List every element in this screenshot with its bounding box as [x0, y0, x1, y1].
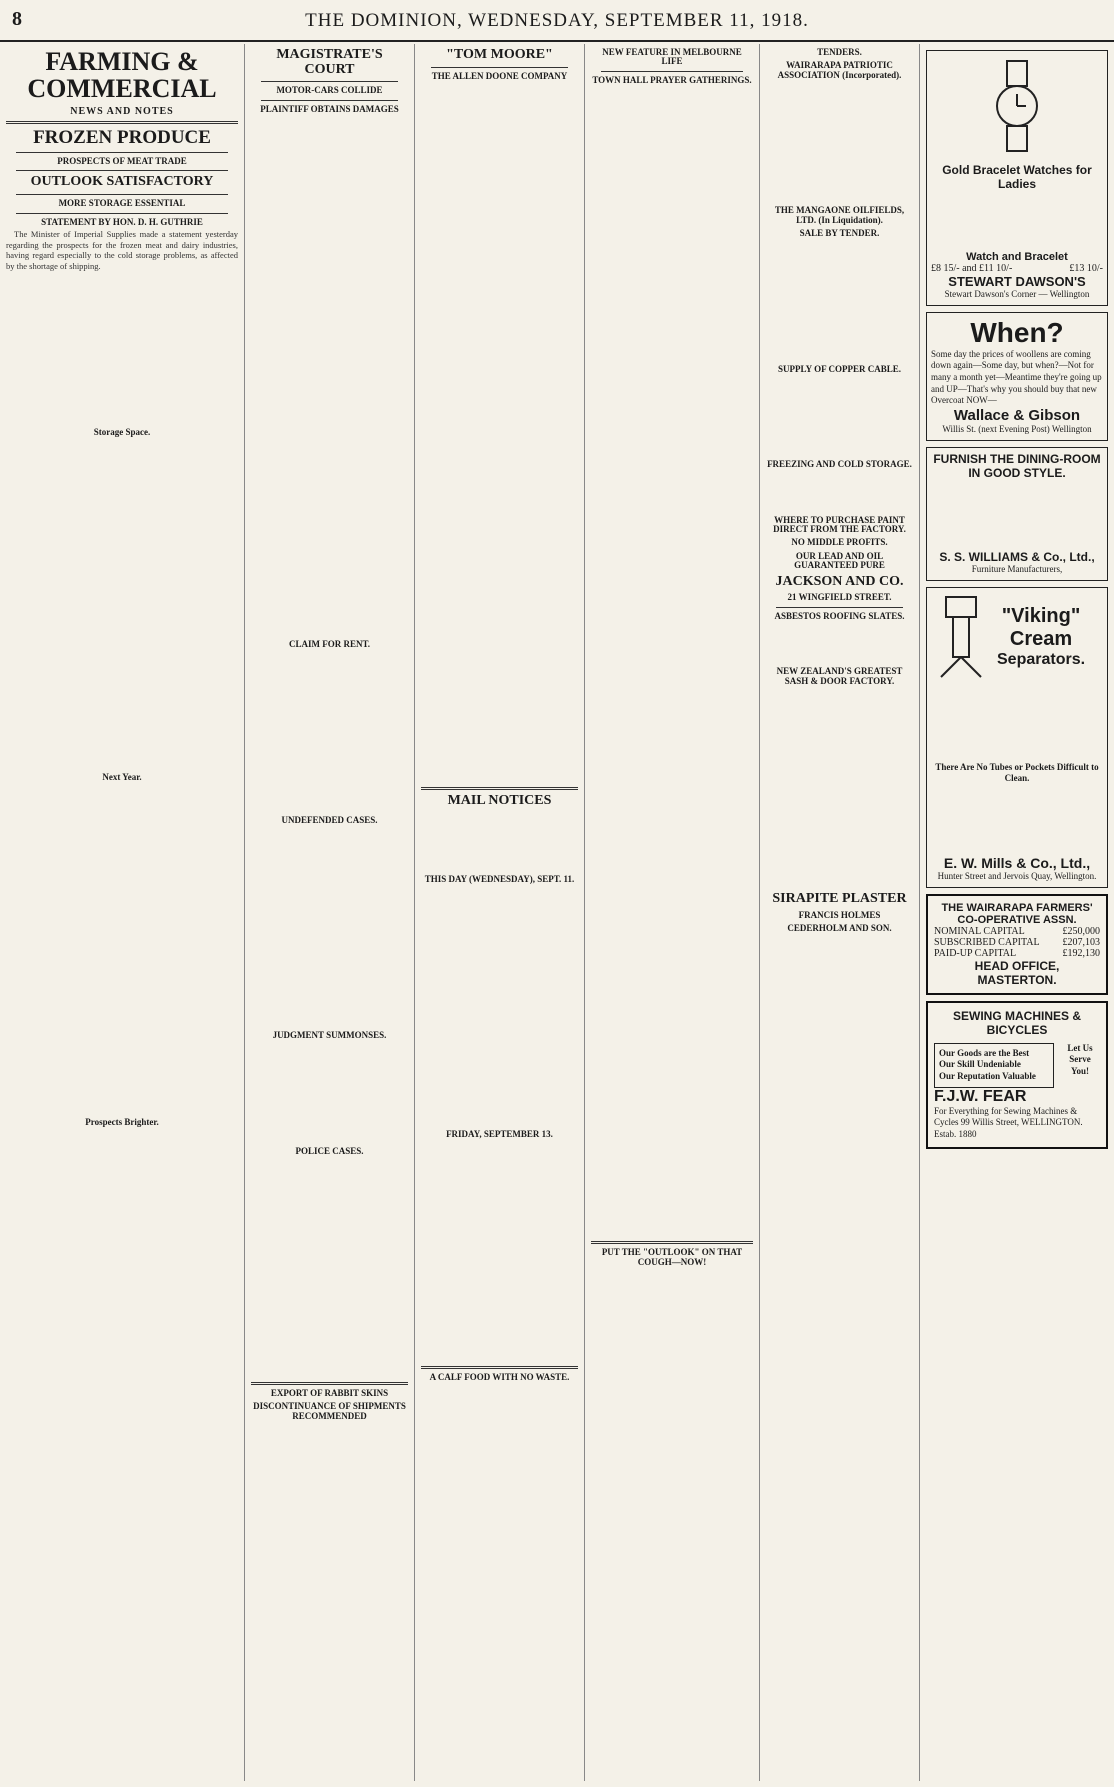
headline: MAIL NOTICES — [447, 793, 552, 809]
article-body — [251, 116, 408, 636]
ad-title: Gold Bracelet Watches for Ladies — [942, 163, 1092, 191]
article-body — [591, 87, 753, 1237]
article-body — [251, 1158, 408, 1378]
ad-title: THE WAIRARAPA FARMERS' CO-OPERATIVE ASSN. — [941, 901, 1093, 926]
subhead: THE MANGAONE OILFIELDS, LTD. (In Liquidation). — [774, 205, 905, 225]
subhead: 21 WINGFIELD STREET. — [787, 592, 892, 603]
subhead: OUR LEAD AND OIL GUARANTEED PURE — [794, 550, 885, 571]
label: SUBSCRIBED CAPITAL — [934, 936, 1040, 948]
subhead: POLICE CASES. — [295, 1145, 364, 1156]
ad-subtitle: HEAD OFFICE, MASTERTON. — [974, 958, 1060, 987]
ad-address: Willis St. (next Evening Post) Wellington — [942, 424, 1092, 435]
subhead: OUTLOOK SATISFACTORY — [30, 174, 214, 190]
column-theatre — [415, 44, 585, 1781]
article-body — [766, 241, 913, 361]
subhead: FRANCIS HOLMES — [798, 909, 881, 920]
section-subtitle: NEWS AND NOTES — [70, 105, 174, 117]
ad-body — [931, 682, 1103, 762]
ad-address: For Everything for Sewing Machines & Cycles 99 Willis Street, WELLINGTON. Estab. 1880 — [934, 1105, 1083, 1139]
article-body — [6, 439, 238, 769]
subhead: CLAIM FOR RENT. — [288, 639, 371, 650]
subhead: JACKSON AND CO. — [775, 573, 904, 589]
article-body — [766, 936, 913, 1116]
page-number: 8 — [12, 8, 22, 30]
ad-viking — [926, 587, 1108, 888]
subhead: STATEMENT BY HON. D. H. GUTHRIE — [41, 216, 203, 227]
subhead: MORE STORAGE ESSENTIAL — [58, 198, 186, 209]
section-title: TENDERS. — [817, 47, 862, 57]
subhead: THE ALLEN DOONE COMPANY — [431, 70, 568, 81]
ad-body — [931, 191, 1103, 251]
article-body — [766, 82, 913, 202]
subhead: DISCONTINUANCE OF SHIPMENTS RECOMMENDED — [253, 1401, 406, 1421]
subhead: PUT THE "OUTLOOK" ON THAT COUGH—NOW! — [601, 1247, 743, 1267]
newspaper-title: THE DOMINION, WEDNESDAY, SEPTEMBER 11, 1918. — [305, 10, 809, 31]
column-melbourne — [585, 44, 760, 1781]
subhead: EXPORT OF RABBIT SKINS — [270, 1388, 389, 1398]
ad-title: "Viking" — [1001, 604, 1081, 627]
article-body — [251, 1423, 408, 1623]
article-body — [251, 1043, 408, 1143]
masthead — [0, 0, 1114, 42]
article-body — [251, 652, 408, 812]
label: NOMINAL CAPITAL — [934, 925, 1025, 937]
ad-wallace-gibson — [926, 312, 1108, 441]
ad-brand: F.J.W. FEAR — [934, 1087, 1027, 1105]
subhead: Storage Space. — [93, 426, 151, 437]
subhead: SIRAPITE PLASTER — [772, 891, 907, 907]
headline: "TOM MOORE" — [446, 47, 553, 62]
headline: NEW FEATURE IN MELBOURNE LIFE — [602, 47, 742, 67]
subhead: UNDEFENDED CASES. — [281, 814, 378, 825]
ad-title: FURNISH THE DINING-ROOM IN GOOD STYLE. — [933, 451, 1101, 480]
section-title: FARMING & COMMERCIAL — [27, 47, 217, 104]
separator-icon — [931, 592, 991, 682]
ad-stewart-dawson — [926, 50, 1108, 306]
subhead: SALE BY TENDER. — [799, 228, 880, 239]
ad-title-3: Separators. — [997, 650, 1086, 668]
subhead: NEW ZEALAND'S GREATEST SASH & DOOR FACTORY. — [776, 666, 903, 686]
article-body — [766, 376, 913, 456]
column-tenders — [760, 44, 920, 1781]
subhead: FRIDAY, SEPTEMBER 13. — [446, 1129, 553, 1140]
ad-title-2: Cream — [1009, 627, 1073, 650]
subhead: NO MIDDLE PROFITS. — [791, 537, 888, 548]
ad-body — [931, 785, 1103, 855]
subhead: FREEZING AND COLD STORAGE. — [767, 459, 912, 470]
subhead: A CALF FOOD WITH NO WASTE. — [429, 1371, 570, 1382]
label: PAID-UP CAPITAL — [934, 947, 1017, 959]
article-intro: The Minister of Imperial Supplies made a statement yesterday regarding the prospects for the frozen meat and dairy industries, having regard especially to the cold storage problems, as affected by the shortage of shipping. — [6, 229, 238, 271]
article-body — [766, 623, 913, 663]
subhead: MOTOR-CARS COLLIDE — [276, 85, 383, 96]
article-body — [421, 83, 578, 783]
ad-line: Our Goods are the Best — [939, 1047, 1030, 1058]
article-body — [766, 472, 913, 512]
ad-title: When? — [970, 316, 1064, 348]
ad-address: Hunter Street and Jervois Quay, Wellington. — [937, 870, 1097, 881]
article-body — [6, 274, 238, 424]
price-left: £8 15/- and £11 10/- — [931, 263, 1013, 274]
ad-brand: STEWART DAWSON'S — [948, 274, 1086, 289]
column-ads — [920, 44, 1114, 1781]
headline: MAGISTRATE'S COURT — [276, 47, 383, 77]
article-body — [591, 1269, 753, 1599]
watch-icon — [982, 59, 1052, 154]
ad-side: Let Us Serve You! — [1067, 1042, 1093, 1076]
value: £207,103 — [1062, 936, 1100, 948]
ad-body — [931, 480, 1103, 550]
ad-williams — [926, 447, 1108, 581]
subhead: Prospects Brighter. — [85, 1117, 159, 1128]
article-body — [6, 1130, 238, 1390]
subhead: PROSPECTS OF MEAT TRADE — [57, 156, 187, 167]
subhead: ASBESTOS ROOFING SLATES. — [774, 610, 905, 621]
column-farming — [0, 44, 245, 1781]
ad-farmers — [926, 894, 1108, 995]
ad-brand: E. W. Mills & Co., Ltd., — [943, 854, 1091, 871]
ad-subtitle: Furniture Manufacturers, — [971, 563, 1063, 574]
article-body — [766, 688, 913, 888]
price-right: £13 10/- — [1069, 263, 1103, 274]
ad-address: Stewart Dawson's Corner — Wellington — [944, 289, 1090, 299]
column-magistrate — [245, 44, 415, 1781]
article-body — [421, 811, 578, 871]
ad-line: Our Skill Undeniable — [939, 1059, 1021, 1070]
subhead: Next Year. — [102, 771, 142, 782]
subhead: WAIRARAPA PATRIOTIC ASSOCIATION (Incorporated). — [777, 60, 902, 80]
subhead: JUDGMENT SUMMONSES. — [272, 1030, 387, 1041]
subhead: PLAINTIFF OBTAINS DAMAGES — [260, 103, 399, 114]
ad-brand: S. S. WILLIAMS & Co., Ltd., — [939, 549, 1095, 564]
ad-body: Some day the prices of woollens are coming down again—Some day, but when?—Not for many a month yet—Meantime they're going up and UP—That's why you should buy that new Overcoat NOW— — [931, 348, 1102, 406]
ad-brand: Wallace & Gibson — [953, 407, 1081, 425]
ad-title: SEWING MACHINES & BICYCLES — [952, 1008, 1081, 1037]
subhead: TOWN HALL PRAYER GATHERINGS. — [592, 74, 752, 85]
ad-line: Our Reputation Valuable — [939, 1070, 1036, 1081]
value: £192,130 — [1062, 947, 1100, 959]
article-body — [421, 1384, 578, 1584]
headline-frozen: FROZEN PRODUCE — [33, 127, 211, 149]
subhead: WHERE TO PURCHASE PAINT DIRECT FROM THE FACTORY. — [773, 514, 906, 534]
ad-tagline: There Are No Tubes or Pockets Difficult to Clean. — [935, 761, 1099, 784]
article-body — [6, 784, 238, 1114]
ad-subtitle: Watch and Bracelet — [966, 251, 1068, 263]
article-body — [421, 886, 578, 1126]
value: £250,000 — [1062, 925, 1100, 937]
subhead: THIS DAY (WEDNESDAY), SEPT. 11. — [424, 873, 575, 884]
ad-fear — [926, 1001, 1108, 1149]
article-body — [251, 827, 408, 1027]
subhead: CEDERHOLM AND SON. — [787, 923, 892, 934]
article-body — [421, 1142, 578, 1362]
subhead: SUPPLY OF COPPER CABLE. — [777, 363, 901, 374]
